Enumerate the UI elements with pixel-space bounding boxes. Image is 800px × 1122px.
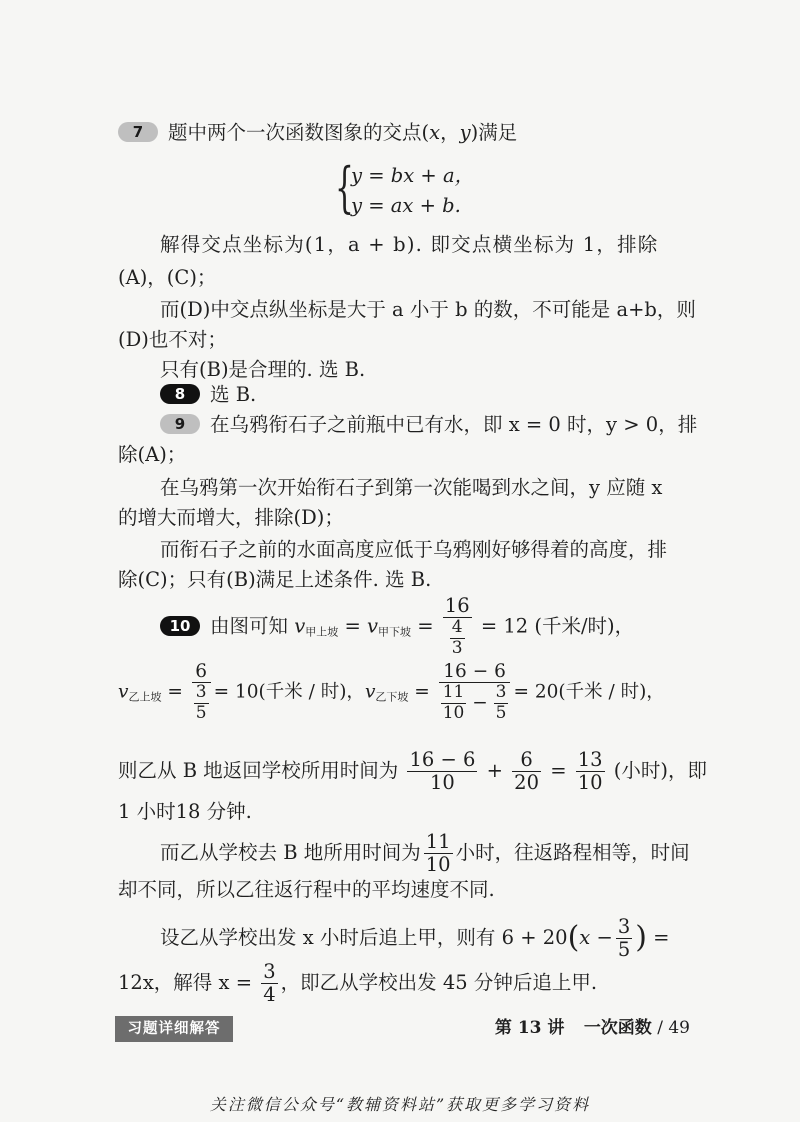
q10-line5: 而乙从学校去 B 地所用时间为 $\frac{11}{10}$ 小时，往返路程相等，时间 (160, 829, 690, 876)
q7-intro: 7 题中两个一次函数图象的交点(x，y)满足 (118, 118, 686, 148)
q7-line7: 只有(B)是合理的. 选 B. (160, 358, 366, 381)
q10-line7: 设乙从学校出发 x 小时后追上甲，则有 6 + 20(x − $\frac{3}{5}$ ) = (160, 914, 670, 961)
q7-line5: 而(D)中交点纵坐标是大于 a 小于 b 的数，不可能是 a+b，则 (160, 298, 696, 321)
q7-line6: (D)也不对； (118, 328, 227, 351)
fraction-6-over-3-5: $\frac{6}{\frac{3}{5}}$ (192, 662, 211, 723)
lecture-label: 第 13 讲 (494, 1018, 565, 1038)
q7-equation-1: y = bx + a， (351, 164, 475, 187)
fraction-yi-downhill: 16 − 6 $\frac{11}{10}$ − $\frac{3}{5}$ (439, 662, 511, 723)
q10-line1: 10 由图可知 $v_{甲上坡} = v_{甲下坡}$ = $\frac{16}{\frac{4}{3}}$ = 12 (千米/时)， (160, 596, 686, 661)
watermark-text: 关注微信公众号“教辅资料站”获取更多学习资料 (209, 1095, 591, 1114)
brace-symbol: { (335, 156, 354, 219)
section-tag: 习题详细解答 (115, 1016, 233, 1042)
q9-line2: 除(A)； (118, 443, 187, 466)
q9-line4: 的增大而增大，排除(D)； (118, 506, 344, 529)
topic-label: 一次函数 (583, 1018, 652, 1038)
q7-line4: (A)，(C)； (118, 266, 217, 289)
q7-badge: 7 (118, 122, 158, 142)
q9-line1: 9 在乌鸦衔石子之前瓶中已有水，即 x = 0 时，y > 0，排 (160, 410, 686, 440)
q10-line6: 却不同，所以乙往返行程中的平均速度不同. (118, 878, 495, 901)
page-footer: 第 13 讲 一次函数 / 49 (494, 1018, 690, 1038)
fraction-16-over-4-3: $\frac{16}{\frac{4}{3}}$ (444, 594, 470, 659)
q8-badge: 8 (160, 384, 200, 404)
q10-line8: 12x，解得 x = $\frac{3}{4}$ ，即乙从学校出发 45 分钟后追上甲. (118, 959, 598, 1006)
q9-line6: 除(C)；只有(B)满足上述条件. 选 B. (118, 568, 432, 591)
q10-line3: 则乙从 B 地返回学校所用时间为 $\frac{16 - 6}{10}$ + $\frac{6}{20}$ = $\frac{13}{10}$ (小时)，即 (118, 747, 707, 794)
q10-line4: 1 小时18 分钟. (118, 800, 252, 823)
q10-line2: $v_{乙上坡}$ = $\frac{6}{\frac{3}{5}}$ = 10(千米 / 时)，$v_{乙下坡}$ = 16 − 6 $\frac{11}{10}$ − $\frac{3}{5}$ = 20(千米 / 时)， (118, 661, 665, 724)
q7-line3: 解得交点坐标为(1，a + b). 即交点横坐标为 1，排除 (160, 233, 659, 256)
q9-badge: 9 (160, 414, 200, 434)
q9-line5: 而衔石子之前的水面高度应低于乌鸦刚好够得着的高度，排 (160, 538, 668, 561)
q7-equation-2: y = ax + b. (351, 194, 461, 217)
q9-line3: 在乌鸦第一次开始衔石子到第一次能喝到水之间，y 应随 x (160, 476, 663, 499)
q10-badge: 10 (160, 616, 200, 636)
q8: 8 选 B. (160, 380, 728, 410)
page-number: 49 (668, 1018, 690, 1038)
